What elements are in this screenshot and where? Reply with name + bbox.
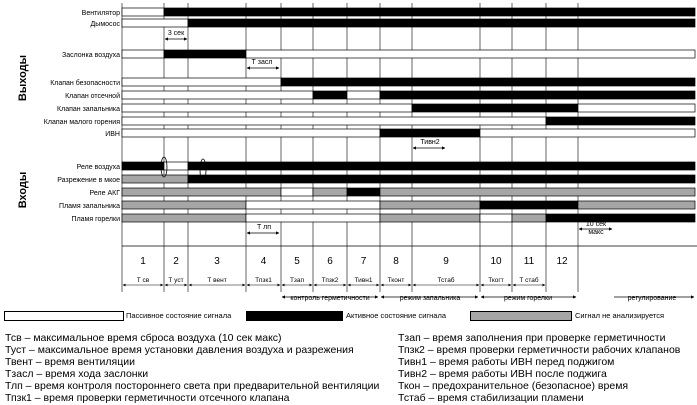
stage-number: 8 xyxy=(393,256,399,267)
stage-number: 5 xyxy=(294,256,300,267)
ten-sec-label-line2: макс xyxy=(588,229,604,236)
signal-label: Реле АКГ xyxy=(89,190,120,197)
signal-segment-active xyxy=(188,162,695,170)
legend-passive-label: Пассивное состояние сигнала xyxy=(126,311,232,320)
definition-t-ivn1: Тивн1 – время работы ИВН перед поджигом xyxy=(398,356,615,368)
signal-segment-ignored xyxy=(122,214,246,222)
delay-3s-label: 3 сек xyxy=(167,30,185,37)
signal-segment-passive xyxy=(246,214,380,222)
definition-t-ust: Туст – максимальное время установки давления воздуха и разрежения xyxy=(5,344,354,356)
ten-sec-label-line1: 10 сек xyxy=(585,221,607,228)
definition-t-zap: Тзап – время заполнения при проверке герметичности xyxy=(398,332,666,344)
signal-segment-active xyxy=(347,188,380,196)
stage-number: 3 xyxy=(214,256,220,267)
signal-segment-ignored xyxy=(313,188,347,196)
definition-t-pzk2: Тпзк2 – время проверки герметичности рабочих клапанов xyxy=(398,344,681,356)
stage-duration-label: Тконт xyxy=(387,277,405,284)
signal-segment-passive xyxy=(480,129,695,137)
stage-duration-label: Ткогт xyxy=(488,277,504,284)
stage-number: 9 xyxy=(443,256,449,267)
signal-segment-active xyxy=(546,214,695,222)
legend-active-swatch xyxy=(246,311,343,321)
signal-segment-active xyxy=(313,91,347,99)
stage-number: 10 xyxy=(490,256,502,267)
signal-segment-passive xyxy=(347,91,380,99)
mode-burner: режим горелки xyxy=(504,295,552,302)
mode-leak-check: контроль герметичности xyxy=(290,295,370,302)
stage-number: 6 xyxy=(327,256,333,267)
signal-segment-ignored xyxy=(380,188,695,196)
definition-t-ivn2: Тивн2 – время работы ИВН после поджига xyxy=(398,368,607,380)
signal-segment-passive xyxy=(122,19,188,27)
signal-segment-passive xyxy=(122,78,281,86)
signal-segment-passive xyxy=(480,214,512,222)
legend-ignored-label: Сигнал не анализируется xyxy=(575,311,665,320)
signal-segment-active xyxy=(164,50,246,58)
stage-number: 11 xyxy=(523,256,535,267)
signal-segment-active xyxy=(546,117,695,125)
signal-label: Реле воздуха xyxy=(76,164,120,171)
definition-t-kon: Ткон – предохранительное (безопасное) время xyxy=(398,380,629,392)
outputs-side-label: Выходы xyxy=(17,54,29,102)
signal-segment-passive xyxy=(281,188,313,196)
signal-label: Клапан малого горения xyxy=(43,119,120,126)
stage-number: 4 xyxy=(260,256,267,267)
signal-segment-passive xyxy=(122,129,380,137)
signal-label: Вентилятор xyxy=(81,10,120,17)
legend-passive-swatch xyxy=(4,311,124,321)
mode-regulation: регулирование xyxy=(627,295,677,302)
stage-duration-label: Тпзк1 xyxy=(255,277,272,284)
signal-segment-passive xyxy=(122,50,164,58)
stage-duration-label: Тзап xyxy=(289,277,305,284)
signal-segment-active xyxy=(122,162,164,170)
mode-ignition: режим запальника xyxy=(399,295,461,302)
signal-segment-ignored xyxy=(122,201,246,209)
signal-segment-active xyxy=(380,91,695,99)
signal-segment-ignored xyxy=(122,175,188,183)
signal-label: Заслонка воздуха xyxy=(61,52,120,59)
signal-segment-ignored xyxy=(512,214,546,222)
stage-number: 2 xyxy=(173,256,179,267)
signal-segment-passive xyxy=(246,50,695,58)
signal-label: ИВН xyxy=(105,131,120,138)
definition-t-zasl: Тзасл – время хода заслонки xyxy=(5,368,149,380)
legend-active-label: Активное состояние сигнала xyxy=(346,311,447,320)
t-zasl-label: Т засл xyxy=(251,59,273,66)
signal-label: Пламя горелки xyxy=(71,216,120,223)
definition-t-vent: Твент – время вентиляции xyxy=(5,356,135,368)
signal-segment-ignored xyxy=(380,214,480,222)
signal-segment-passive xyxy=(122,8,164,16)
signal-segment-active xyxy=(281,78,695,86)
stage-duration-label: Т вент xyxy=(207,277,227,284)
signal-segment-passive xyxy=(164,162,188,170)
stage-duration-label: Т стаб xyxy=(519,277,539,284)
signal-label: Дымосос xyxy=(90,21,120,28)
signal-segment-passive xyxy=(122,104,412,112)
signal-segment-active xyxy=(188,175,695,183)
stage-number: 7 xyxy=(360,256,367,267)
signal-label: Разрежение в мкое xyxy=(57,177,120,184)
signal-segment-ignored xyxy=(578,201,695,209)
stage-duration-label: Т св xyxy=(136,277,150,284)
stage-duration-label: Тстаб xyxy=(437,277,455,284)
t-ivn2-label: Тивн2 xyxy=(420,139,440,146)
inputs-side-label: Входы xyxy=(17,171,29,209)
stage-number: 1 xyxy=(140,256,146,267)
stage-number: 12 xyxy=(556,256,568,267)
definition-t-pzk1: Тпзк1 – время проверки герметичности отсечного клапана xyxy=(5,392,290,404)
signal-segment-passive xyxy=(246,201,380,209)
legend-ignored-swatch xyxy=(470,311,572,321)
definition-t-stab: Тстаб – время стабилизации пламени xyxy=(398,392,584,404)
signal-segment-active xyxy=(188,19,695,27)
signal-segment-active xyxy=(164,8,695,16)
signal-segment-active xyxy=(412,104,578,112)
signal-segment-passive xyxy=(578,104,695,112)
legend xyxy=(0,310,697,322)
signal-label: Клапан безопасности xyxy=(50,80,120,87)
signal-segment-ignored xyxy=(380,201,480,209)
signal-segment-ignored xyxy=(122,188,281,196)
t-lp-label: Т лп xyxy=(256,224,272,231)
stage-duration-label: Тивн1 xyxy=(354,277,373,284)
stage-duration-label: Т уст xyxy=(168,277,184,284)
signal-label: Клапан запальника xyxy=(57,106,120,113)
signal-label: Клапан отсечной xyxy=(65,93,120,100)
signal-label: Пламя запальника xyxy=(59,203,120,210)
stage-duration-label: Тпзк2 xyxy=(321,277,339,284)
definition-t-lp: Тлп – время контроля постороннего света при предварительной вентиляции xyxy=(5,380,380,392)
signal-segment-passive xyxy=(122,117,546,125)
definition-t-sv: Тсв – максимальное время сброса воздуха (10 сек макс) xyxy=(5,332,282,344)
signal-segment-active xyxy=(480,201,578,209)
signal-segment-passive xyxy=(122,91,313,99)
signal-segment-active xyxy=(380,129,480,137)
